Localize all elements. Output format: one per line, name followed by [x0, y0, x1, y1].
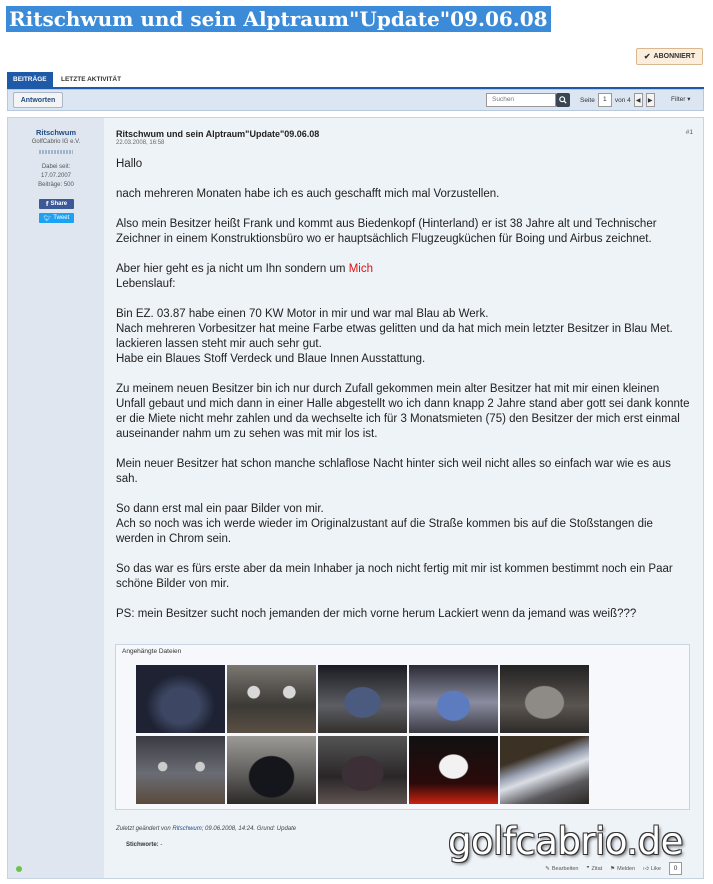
search-button[interactable]: [556, 93, 570, 107]
tweet-label: Tweet: [53, 215, 70, 221]
next-page-button[interactable]: [646, 93, 655, 107]
quote-button[interactable]: [587, 866, 603, 872]
online-status-icon: [16, 866, 22, 872]
text-run: Nach mehreren Vorbesitzer hat meine Farbe etwas gelitten und da hat mich mein letzter Besitzer in Blau Met. lackieren lassen steht mir auch sehr gut.: [116, 323, 673, 350]
facebook-share-button[interactable]: [39, 199, 74, 209]
post: [7, 117, 704, 879]
text-run: Bin EZ. 03.87 habe einen 70 KW Motor in mir und war mal Blau ab Werk.: [116, 308, 489, 320]
prev-page-button[interactable]: [634, 93, 643, 107]
pagination: [580, 93, 655, 107]
paragraph: [116, 502, 691, 547]
edit-user-link[interactable]: Ritschwum: [172, 826, 202, 832]
tags-label: Stichworte:: [126, 842, 159, 848]
thread-title: Ritschwum und sein Alptraum"Update"09.06.08: [6, 6, 551, 32]
paragraph: [116, 262, 691, 292]
tags-line: [126, 842, 162, 848]
page-number-input[interactable]: 1: [598, 93, 612, 107]
reputation-bar: [39, 150, 73, 154]
attachment-thumbnail[interactable]: [500, 736, 589, 804]
text-run: Ach so noch was ich werde wieder im Originalzustant auf die Straße kommen bis auf die Stoßstangen die werden in Chrom sein.: [116, 518, 653, 545]
post-title: Ritschwum und sein Alptraum"Update"09.06.08: [116, 129, 320, 139]
edit-label: Bearbeiten: [551, 865, 579, 872]
paragraph: PS: mein Besitzer sucht noch jemanden der mich vorne herum Lackiert wenn da jemand was weiß???: [116, 608, 637, 620]
tab-bar: [7, 72, 704, 89]
twitter-icon: 🐦︎: [43, 215, 52, 222]
facebook-icon: f: [45, 200, 49, 208]
flag-icon: ⚑: [610, 865, 616, 872]
joined-label: Dabei seit:: [41, 164, 71, 170]
filter-dropdown[interactable]: Filter ▾: [671, 96, 691, 103]
attachment-thumbnail[interactable]: [227, 736, 316, 804]
pencil-icon: ✎: [545, 865, 550, 872]
report-button[interactable]: [610, 866, 635, 872]
check-icon: ✔: [643, 52, 651, 61]
search-icon: [559, 96, 567, 104]
report-label: Melden: [617, 865, 636, 872]
author-meta: [8, 163, 104, 190]
paragraph: So das war es fürs erste aber da mein Inhaber ja noch nicht fertig mit mir ist kommen bestimmt noch ein Paar schöne Bilder von mir.: [116, 563, 673, 590]
edit-note: [116, 826, 296, 832]
page-prefix: Seite: [580, 96, 595, 104]
share-label: Share: [50, 201, 68, 207]
post-date: 22.03.2008, 16:58: [116, 140, 165, 146]
attachment-thumbnail[interactable]: [409, 665, 498, 733]
post-actions: [545, 862, 682, 875]
text-run: Lebenslauf:: [116, 278, 176, 290]
attachments-box: [115, 644, 690, 810]
attachments-label: Angehängte Dateien: [122, 648, 182, 655]
attachment-thumbnail[interactable]: [409, 736, 498, 804]
edit-prefix: Zuletzt geändert von: [116, 826, 173, 832]
chevron-right-icon: ▶: [647, 97, 653, 104]
attachment-thumbnail[interactable]: [318, 665, 407, 733]
edit-suffix: ; 09.06.2008, 14:24. Grund: Update: [201, 826, 297, 832]
tab-posts[interactable]: BEITRÄGE: [7, 72, 53, 87]
author-name[interactable]: Ritschwum: [35, 128, 76, 137]
highlighted-text: Mich: [348, 263, 373, 275]
attachment-thumbnail[interactable]: [136, 736, 225, 804]
edit-button[interactable]: [545, 866, 578, 872]
joined-date: 17.07.2007: [40, 173, 72, 179]
attachment-thumbnails: [136, 665, 590, 804]
text-run: So dann erst mal ein paar Bilder von mir.: [116, 503, 324, 515]
paragraph: Hallo: [116, 158, 143, 170]
like-label: Like: [650, 865, 661, 872]
paragraph: Zu meinem neuen Besitzer bin ich nur durch Zufall gekommen mein alter Besitzer hat mit mir einen kleinen Unfall gebaut und mich dann in einer Halle abgestellt wo ich dann knapp 2 Jahre stand aber gott sei dank konnte er die Miete nicht mehr zahlen und da wechselte ich für 3 Monatsmieten (75) den Besitzer der mich erst einmal auseinander nahm um zu sehen was mit mir los ist.: [116, 383, 690, 440]
post-number-link[interactable]: #1: [685, 129, 693, 136]
author-title: GolfCabrio IG e.V.: [31, 139, 81, 145]
paragraph: Also mein Besitzer heißt Frank und kommt aus Biedenkopf (Hinterland) er ist 38 Jahre alt und Technischer Zeichner in einem Konstruktionsbüro wo er hauptsächlich Flugzeugküchen für Boing und Airbus zeichnet.: [116, 218, 657, 245]
attachment-thumbnail[interactable]: [318, 736, 407, 804]
thread-toolbar: [7, 89, 704, 111]
paragraph: nach mehreren Monaten habe ich es auch geschafft mich mal Vorzustellen.: [116, 188, 500, 200]
attachment-thumbnail[interactable]: [227, 665, 316, 733]
tab-recent-activity[interactable]: LETZTE AKTIVITÄT: [61, 76, 122, 83]
subscribe-button[interactable]: [636, 48, 703, 65]
paragraph: Mein neuer Besitzer hat schon manche schlaflose Nacht hinter sich weil nicht alles so einfach war wie es aus sah.: [116, 458, 671, 485]
post-user-info: [8, 118, 104, 878]
tags-value: -: [160, 842, 163, 848]
attachment-thumbnail[interactable]: [136, 665, 225, 733]
post-content: [104, 118, 703, 878]
thumbs-up-icon: 👍︎: [643, 865, 649, 872]
tweet-button[interactable]: [39, 213, 74, 223]
text-run: Aber hier geht es ja nicht um Ihn sondern um: [116, 263, 349, 275]
post-count: Beiträge: 500: [38, 182, 74, 188]
page-total: von 4: [614, 96, 631, 104]
watermark: golfcabrio.de: [448, 820, 683, 863]
like-button[interactable]: [643, 866, 661, 872]
paragraph: [116, 307, 691, 367]
subscribe-label: ABONNIERT: [653, 53, 696, 60]
reply-button[interactable]: Antworten: [13, 92, 63, 108]
quote-label: Zitat: [591, 865, 603, 872]
chevron-left-icon: ◀: [635, 97, 641, 104]
like-count: 0: [669, 862, 682, 875]
quote-icon: ❞: [586, 865, 590, 872]
post-body: [116, 157, 691, 637]
text-run: Habe ein Blaues Stoff Verdeck und Blaue Innen Ausstattung.: [116, 353, 426, 365]
attachment-thumbnail[interactable]: [500, 665, 589, 733]
search-input[interactable]: Suchen: [486, 93, 556, 107]
